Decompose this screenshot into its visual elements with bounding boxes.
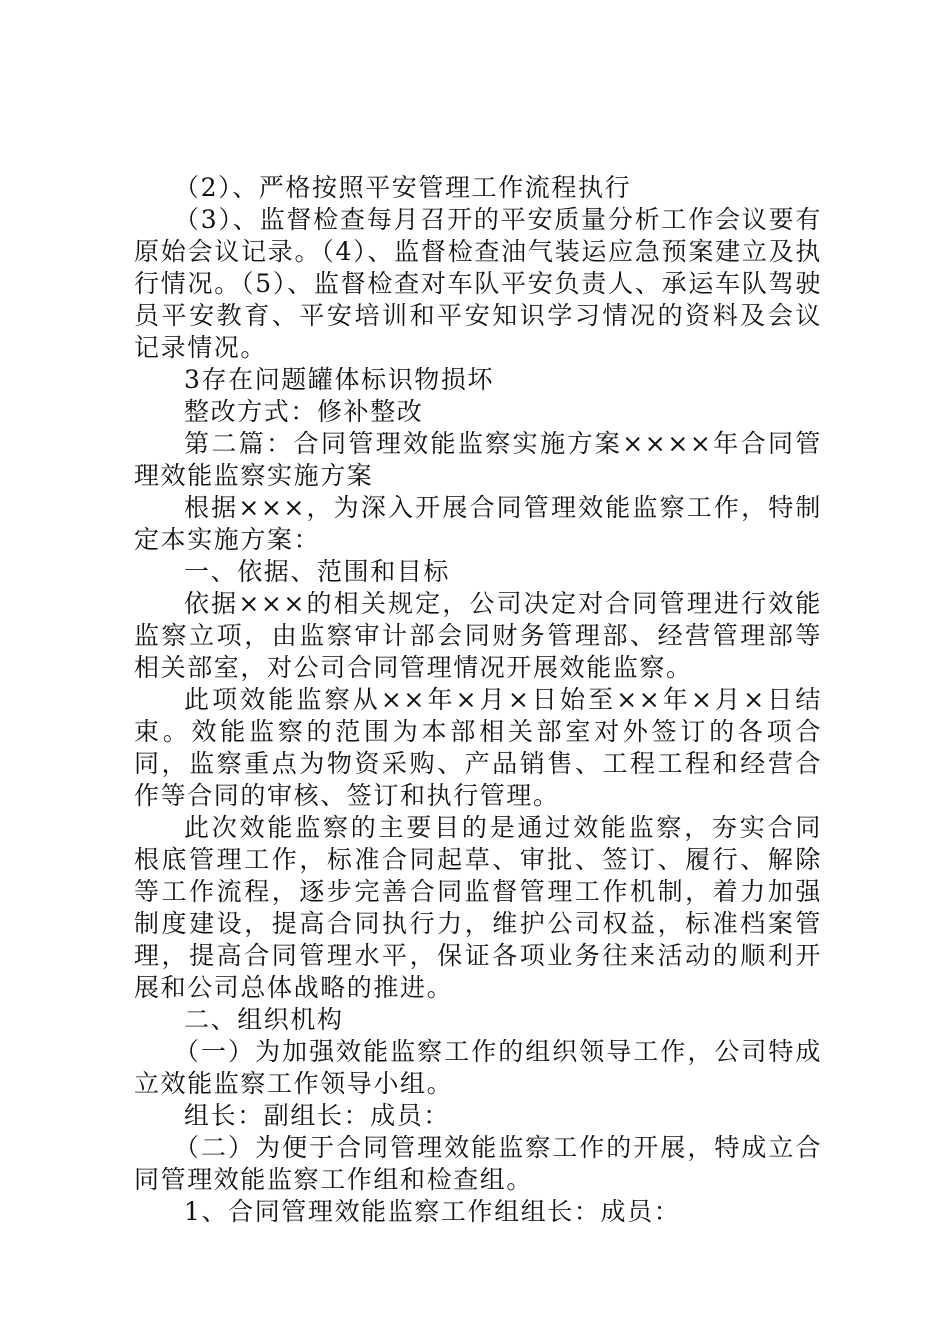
paragraph-basis: 依据×××的相关规定，公司决定对合同管理进行效能监察立项，由监察审计部会同财务管理部、经营管理部等相关部室，对公司合同管理情况开展效能监察。 — [134, 589, 822, 682]
paragraph-leading-group: （一）为加强效能监察工作的组织领导工作，公司特成立效能监察工作领导小组。 — [134, 1037, 822, 1098]
paragraph-working-group: （二）为便于合同管理效能监察工作的开展，特成立合同管理效能监察工作组和检查组。 — [134, 1133, 822, 1194]
paragraph-working-group-members: 1、合同管理效能监察工作组组长：成员： — [184, 1197, 681, 1226]
paragraph-scope: 此项效能监察从××年×月×日始至××年×月×日结束。效能监察的范围为本部相关部室对外签订的各项合同，监察重点为物资采购、产品销售、工程工程和经营合作等合同的审核、签订和执行管理。 — [134, 685, 822, 810]
paragraph-item-3-5: （3）、监督检查每月召开的平安质量分析工作会议要有原始会议记录。（4）、监督检查油气装运应急预案建立及执行情况。（5）、监督检查对车队平安负责人、承运车队驾驶员平安教育、平安培训和平安知识学习情况的资料及会议记录情况。 — [134, 205, 822, 362]
paragraph-rectification: 整改方式：修补整改 — [184, 397, 424, 426]
document-body — [134, 172, 822, 1228]
paragraph-intro: 根据×××，为深入开展合同管理效能监察工作，特制定本实施方案： — [134, 493, 822, 554]
paragraph-goals: 此次效能监察的主要目的是通过效能监察，夯实合同根底管理工作，标准合同起草、审批、签订、履行、解除等工作流程，逐步完善合同监督管理工作机制，着力加强制度建设，提高合同执行力，维护公司权益，标准档案管理，提高合同管理水平，保证各项业务往来活动的顺利开展和公司总体战略的推进。 — [134, 813, 822, 1002]
paragraph-section-title: 第二篇：合同管理效能监察实施方案××××年合同管理效能监察实施方案 — [134, 429, 822, 490]
paragraph-group-members: 组长：副组长：成员： — [184, 1101, 451, 1130]
heading-basis-scope-goals: 一、依据、范围和目标 — [184, 557, 451, 586]
paragraph-problem: 3存在问题罐体标识物损坏 — [184, 365, 495, 394]
paragraph-item-2: （2）、严格按照平安管理工作流程执行 — [174, 173, 632, 202]
heading-organization: 二、组织机构 — [184, 1005, 344, 1034]
